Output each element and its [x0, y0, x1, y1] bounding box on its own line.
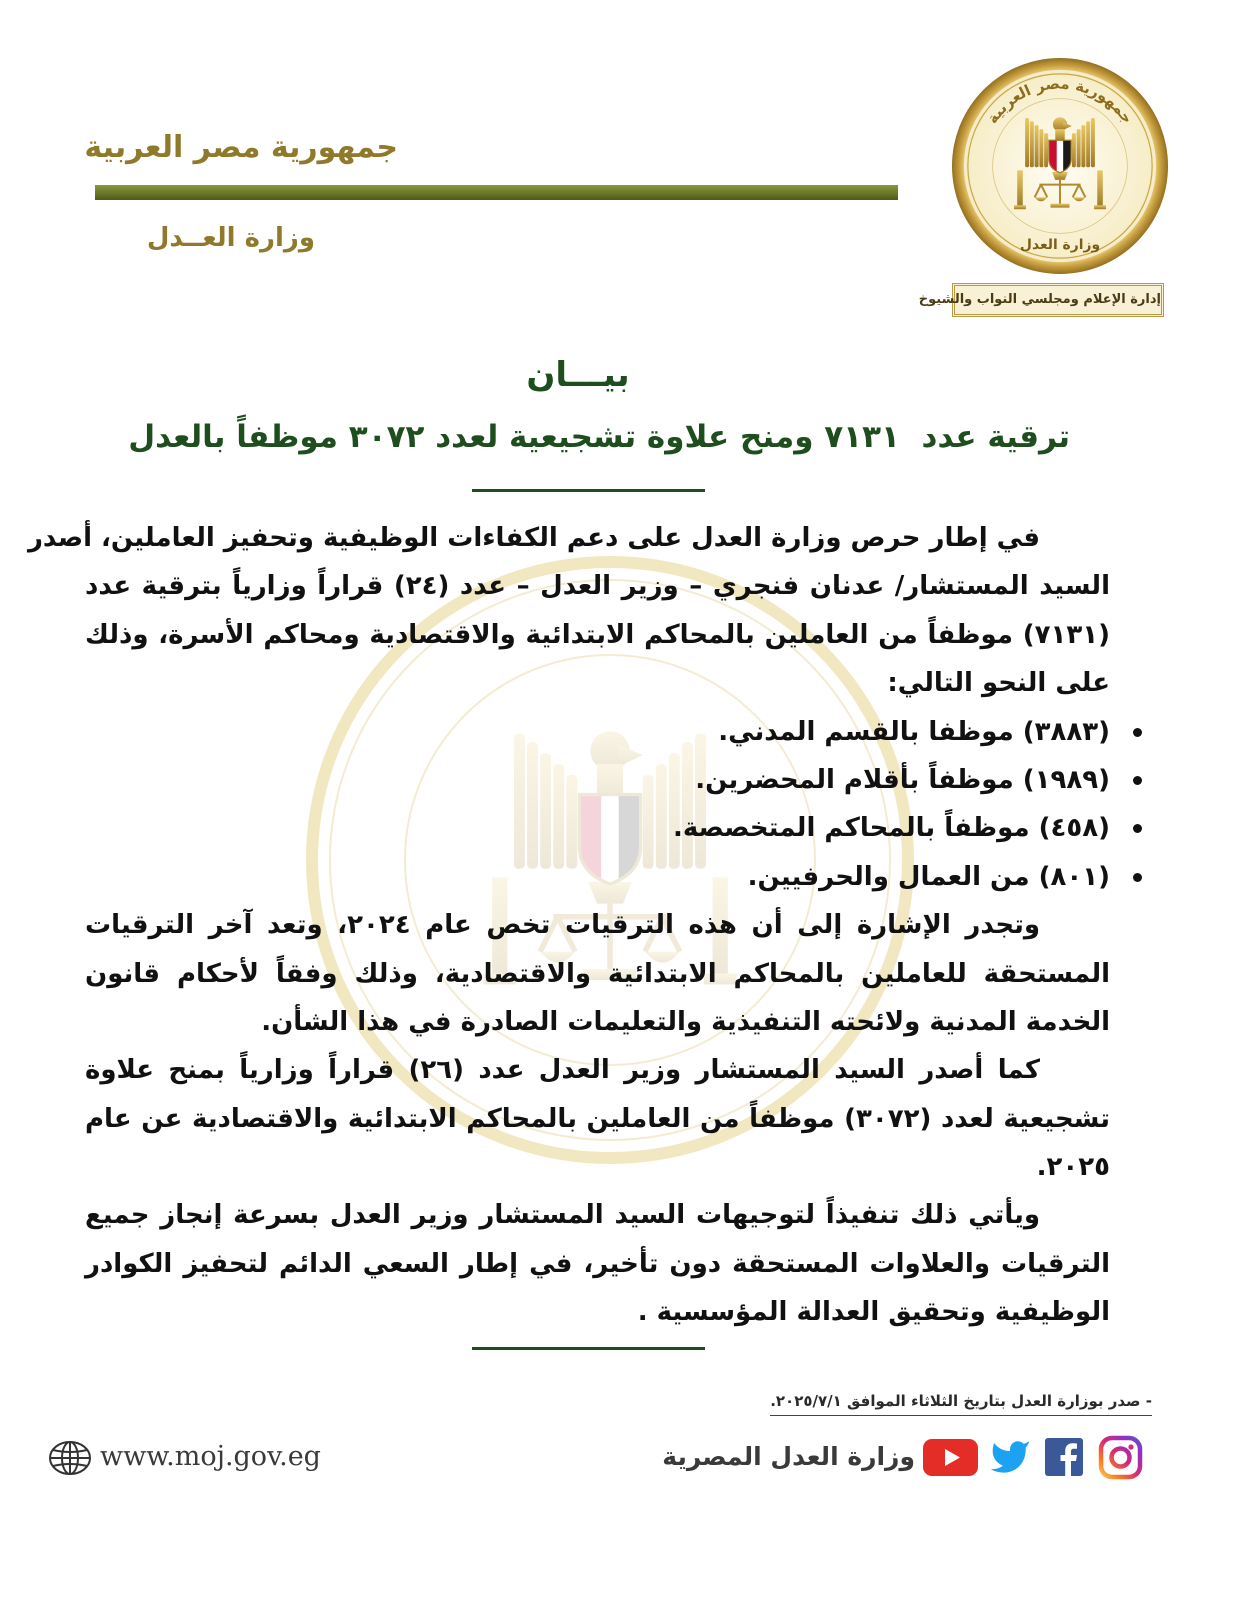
paragraph-line: المستحقة للعاملين بالمحاكم الابتدائية والاقتصادية، وذلك وفقاً لأحكام قانون: [85, 958, 1110, 989]
bullet-text: (١٩٨٩) موظفاً بأقلام المحضرين.: [695, 764, 1110, 795]
social-account-name: وزارة العدل المصرية: [662, 1442, 915, 1471]
paragraph-line: (٧١٣١) موظفاً من العاملين بالمحاكم الابتدائية والاقتصادية ومحاكم الأسرة، وذلك: [85, 619, 1110, 650]
paragraph-line: الترقيات والعلاوات المستحقة دون تأخير، في إطار السعي الدائم لتحفيز الكوادر: [85, 1248, 1110, 1279]
globe-icon: [48, 1440, 92, 1476]
bullet-dot: [1133, 728, 1142, 737]
paragraph-line: الخدمة المدنية ولائحته التنفيذية والتعليمات الصادرة في هذا الشأن.: [261, 1006, 1110, 1037]
ministry-name: وزارة العــدل: [146, 223, 315, 253]
paragraph-line: السيد المستشار/ عدنان فنجري – وزير العدل – عدد (٢٤) قراراً وزارياً بترقية عدد: [85, 571, 1110, 602]
paragraph-line: تشجيعية لعدد (٣٠٧٢) موظفاً من العاملين بالمحاكم الابتدائية والاقتصادية عن عام: [85, 1103, 1110, 1134]
bullet-item: [85, 708, 1110, 756]
paragraph-line: الوظيفية وتحقيق العدالة المؤسسية .: [637, 1297, 1110, 1328]
statement-title: ترقية عدد ٧١٣١ ومنح علاوة تشجيعية لعدد ٣٠٧٢ موظفاً بالعدل: [128, 419, 1070, 455]
facebook-icon: [1045, 1438, 1083, 1476]
statement-body: [27, 514, 1110, 1337]
paragraph-line: ويأتي ذلك تنفيذاً لتوجيهات السيد المستشار وزير العدل بسرعة إنجاز جميع: [85, 1200, 1040, 1231]
bullet-item: [85, 853, 1110, 901]
bullet-text: (٤٥٨) موظفاً بالمحاكم المتخصصة.: [673, 813, 1110, 844]
statement-label: بيـــان: [526, 355, 630, 395]
website-url: www.moj.gov.eg: [100, 1441, 321, 1472]
bullet-dot: [1133, 824, 1142, 833]
body-divider: [472, 1347, 705, 1350]
ministry-seal-icon: [951, 57, 1169, 275]
paragraph-line: وتجدر الإشارة إلى أن هذه الترقيات تخص عام ٢٠٢٤، وتعد آخر الترقيات: [85, 910, 1041, 941]
bullet-item: [85, 756, 1110, 804]
country-name: جمهورية مصر العربية: [84, 130, 398, 165]
twitter-icon: [985, 1436, 1035, 1478]
paragraph-line: ٢٠٢٥.: [1036, 1152, 1110, 1183]
issued-date-note: - صدر بوزارة العدل بتاريخ الثلاثاء الموافق ٢٠٢٥/٧/١.: [770, 1390, 1152, 1416]
instagram-icon: [1098, 1435, 1143, 1480]
paragraph-line: في إطار حرص وزارة العدل على دعم الكفاءات الوظيفية وتحفيز العاملين، أصدر: [27, 523, 1040, 553]
bullet-item: [85, 804, 1110, 852]
paragraph-line: كما أصدر السيد المستشار وزير العدل عدد (٢٦) قراراً وزارياً بمنح علاوة: [85, 1055, 1041, 1086]
bullet-dot: [1133, 776, 1142, 785]
seal-ring-text: جمهورية مصر العربية: [983, 74, 1137, 128]
department-label: إدارة الإعلام ومجلسي النواب والشيوخ: [952, 283, 1164, 317]
bullet-dot: [1133, 873, 1142, 882]
youtube-icon: [923, 1439, 978, 1476]
seal-inner-text: وزارة العدل: [1019, 237, 1101, 254]
bullet-text: (٣٨٨٣) موظفا بالقسم المدني.: [718, 716, 1110, 747]
bullet-text: (٨٠١) من العمال والحرفيين.: [747, 861, 1110, 892]
header-divider-bar: [95, 185, 898, 200]
paragraph-line: على النحو التالي:: [887, 668, 1110, 699]
title-divider: [472, 489, 705, 492]
